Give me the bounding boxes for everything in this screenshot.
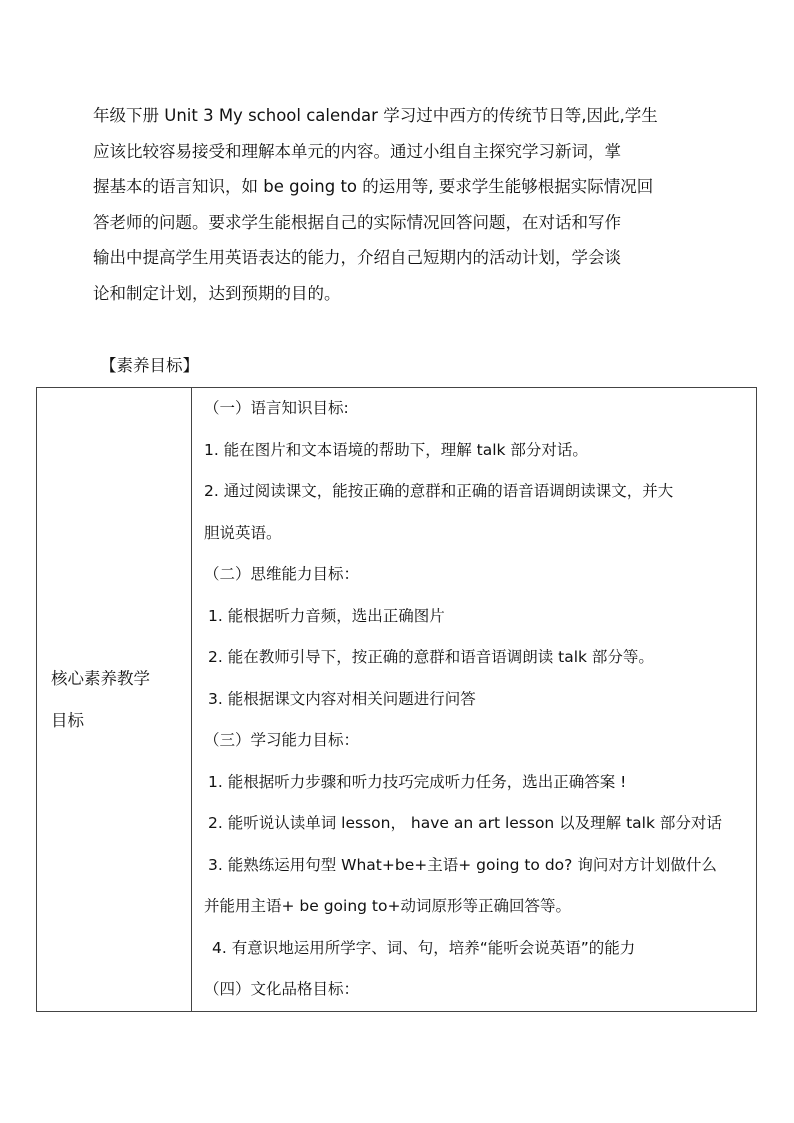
- row-label-cell: [37, 388, 192, 1012]
- row-label-line: 核心素养教学: [51, 668, 150, 688]
- goal-item: 4. 有意识地运用所学字、词、句，培养“能听会说英语”的能力: [212, 938, 636, 957]
- section-title-thinking: （二）思维能力目标：: [204, 565, 360, 583]
- intro-paragraph: [93, 98, 718, 311]
- section-title-learning: （三）学习能力目标：: [204, 731, 360, 749]
- goal-item: 3. 能根据课文内容对相关问题进行问答: [208, 689, 476, 708]
- intro-line: 论和制定计划，达到预期的目的。: [93, 283, 341, 303]
- goal-item: 2. 能在教师引导下，按正确的意群和语音语调朗读 talk 部分等。: [208, 648, 654, 666]
- goal-item: 1. 能在图片和文本语境的帮助下，理解 talk 部分对话。: [204, 440, 588, 459]
- goal-item: 2. 通过阅读课文，能按正确的意群和正确的语音语调朗读课文，并大: [204, 482, 674, 500]
- goal-item-continuation: 并能用主语+ be going to+动词原形等正确回答等。: [204, 897, 571, 915]
- section-title-culture: （四）文化品格目标：: [204, 980, 360, 998]
- goal-item: 2. 能听说认读单词 lesson， have an art lesson 以及理解 talk 部分对话: [208, 814, 722, 832]
- goals-table: [36, 387, 757, 1012]
- goal-item: 3. 能熟练运用句型 What+be+主语+ going to do? 询问对方计划做什么: [208, 855, 717, 874]
- goals-content-cell: [192, 388, 757, 1012]
- table-row: [37, 388, 757, 1012]
- intro-line: 应该比较容易接受和理解本单元的内容。通过小组自主探究学习新词，掌: [93, 141, 621, 161]
- goal-item-continuation: 胆说英语。: [204, 523, 282, 542]
- section-heading: 【素养目标】: [100, 356, 199, 375]
- intro-line: 输出中提高学生用英语表达的能力，介绍自己短期内的活动计划，学会谈: [93, 248, 621, 267]
- row-label-line: 目标: [51, 710, 84, 730]
- section-title-language: （一）语言知识目标:: [204, 399, 349, 417]
- goal-item: 1. 能根据听力音频，选出正确图片: [208, 606, 445, 625]
- goal-item: 1. 能根据听力步骤和听力技巧完成听力任务，选出正确答案 !: [208, 772, 627, 791]
- intro-line: 年级下册 Unit 3 My school calendar 学习过中西方的传统节日等,因此,学生: [93, 106, 658, 125]
- intro-line: 答老师的问题。要求学生能根据自己的实际情况回答问题，在对话和写作: [93, 212, 621, 232]
- intro-line: 握基本的语言知识，如 be going to 的运用等, 要求学生能够根据实际情况回: [93, 177, 654, 196]
